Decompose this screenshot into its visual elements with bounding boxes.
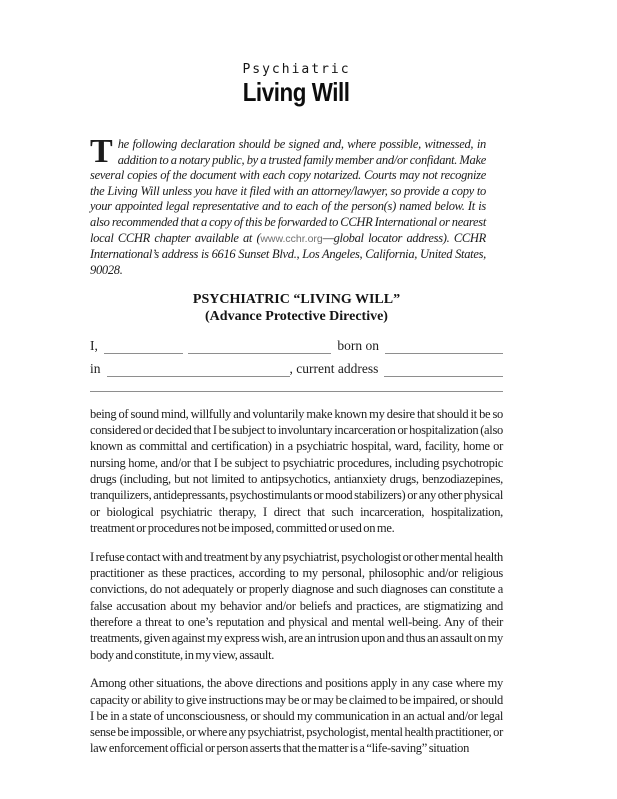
form-row-birthplace-address xyxy=(90,354,503,377)
document-title-text: Living Will xyxy=(243,77,350,107)
form-row-name-birthdate xyxy=(90,331,503,354)
name-field-line-1 xyxy=(104,331,183,354)
label-in: in xyxy=(90,360,101,376)
body-paragraph-2: I refuse contact with and treatment by any psychiatrist, psychologist or other mental health practitioner as these practices, according to my personal, philosophic and/or religious convictions, do not adequately or properly diagnose and such diagnoses can constitute a false accusation about my behavior and/or beliefs and practices, are stigmatizing and therefore a threat to one’s reputation and physical and mental well-being. Any of their treatments, given against my express wish, are an intrusion upon and thus an assault on my body and constitute, in my view, assault. xyxy=(90,549,503,662)
declaration-form xyxy=(90,331,503,392)
document-subtitle: Psychiatric xyxy=(242,62,351,77)
section-heading-line2: (Advance Protective Directive) xyxy=(205,308,388,324)
intro-text-before-url: he following declaration should be signed and, where possible, witnessed, in addition to a notary public, by a trusted family member and/or confidant. Make several copies of the document with each copy notarized. Courts may not recognize the Living Will unless you have it filed with an attorney/lawyer, so provide a copy to your appointed legal representative and to each of the person(s) named below. It is also recommended that a copy of this be forwarded to CCHR International or nearest local CCHR chapter available at ( xyxy=(90,137,486,245)
body-paragraph-1: being of sound mind, willfully and voluntarily make known my desire that should it be so considered or decided that I be subject to involuntary incarceration or hospitalization (also known as committal and certification) in a psychiatric hospital, ward, facility, home or nursing home, and/or that I be subject to psychiatric procedures, including psychotropic drugs (including, but not limited to antipsychotics, antianxiety drugs, benzodiazepines, tranquilizers, antidepressants, psychostimulants or mood stabilizers) or any other physical or biological psychiatric therapy, I direct that such incarceration, hospitalization, treatment or procedures not be imposed, committed or used on me. xyxy=(90,406,503,535)
document-content xyxy=(90,62,503,769)
intro-text-after-url: —global locator address). CCHR International’s address is 6616 Sunset Blvd., Los Angeles, California, United States, 90028. xyxy=(90,230,486,277)
document-title xyxy=(90,79,503,110)
drop-cap: T xyxy=(90,133,113,170)
intro-paragraph xyxy=(90,133,486,278)
section-heading xyxy=(90,291,503,325)
birth-date-field-line xyxy=(385,331,503,354)
name-field-line-2 xyxy=(188,331,332,354)
section-heading-line1: PSYCHIATRIC “LIVING WILL” xyxy=(192,291,401,307)
body-paragraph-3: Among other situations, the above directions and positions apply in any case where my capacity or ability to give instructions may be or may be claimed to be impaired, or should I be in a state of unconsciousness, or should my communication in an actual and/or legal sense be impossible, or where any psychiatrist, psychologist, mental health practitioner, or law enforcement official or person asserts that the matter is a “life-saving” situation xyxy=(90,676,503,756)
label-born-on: born on xyxy=(337,337,379,353)
label-current-address: , current address xyxy=(289,360,379,376)
label-i: I, xyxy=(90,337,98,353)
form-row-address-continued xyxy=(90,377,503,392)
birth-place-field-line xyxy=(107,354,290,377)
cchr-url-text: www.cchr.org xyxy=(260,232,323,245)
current-address-field-line-2 xyxy=(90,377,503,392)
current-address-field-line xyxy=(384,354,503,377)
